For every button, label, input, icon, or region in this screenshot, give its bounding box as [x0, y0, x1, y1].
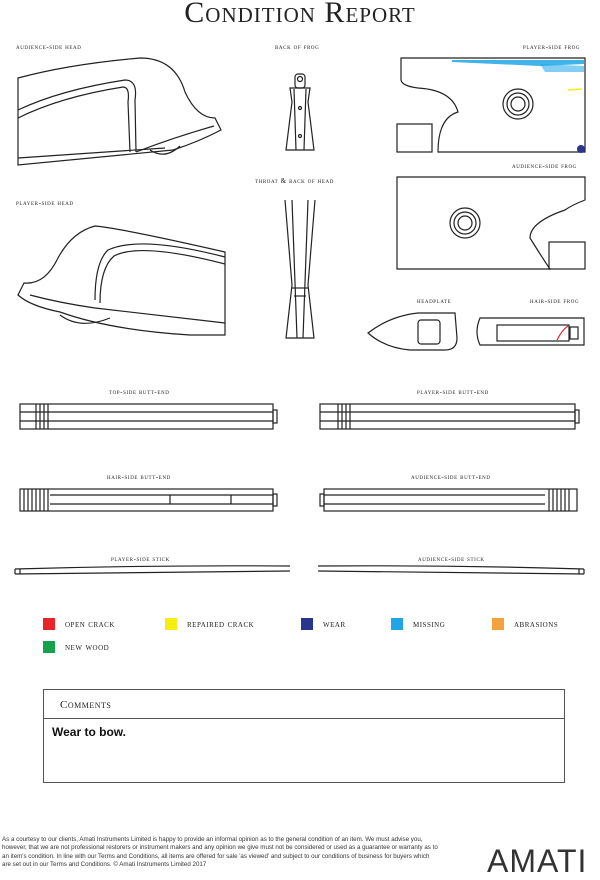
label-audience-side-frog: audience-side frog: [512, 162, 577, 170]
label-player-side-head: player-side head: [16, 199, 74, 207]
comments-header: [44, 690, 564, 719]
diagram-hair-side-butt-end: [20, 489, 277, 511]
label-player-side-frog: player-side frog: [523, 43, 581, 51]
missing-marking: [452, 60, 584, 66]
legend-label: abrasions: [514, 618, 559, 630]
diagram-player-side-stick: [15, 566, 290, 574]
comments-box: [43, 689, 565, 783]
diagram-audience-side-butt-end: [320, 489, 577, 511]
legend-swatch: [391, 618, 403, 630]
label-back-of-frog: back of frog: [275, 43, 320, 51]
diagram-throat-back-head: [285, 200, 315, 338]
diagram-player-side-butt-end: [320, 404, 579, 429]
legend-item-abrasions: [492, 618, 558, 630]
legend-label: new wood: [65, 641, 110, 653]
diagram-audience-side-stick: [318, 566, 584, 574]
label-audience-side-stick: audience-side stick: [418, 555, 485, 563]
diagram-audience-side-frog: [397, 177, 585, 269]
label-player-side-stick: player-side stick: [111, 555, 170, 563]
label-hair-side-frog: hair-side frog: [530, 297, 580, 305]
repaired-crack-marking: [568, 89, 582, 90]
legend-label: wear: [323, 618, 346, 630]
label-throat-back-head: throat & back of head: [255, 177, 334, 185]
diagram-back-of-frog: [286, 74, 314, 150]
page-title: Condition Report: [184, 0, 416, 29]
legend-label: open crack: [65, 618, 115, 630]
legend-swatch: [165, 618, 177, 630]
wear-marking: [577, 145, 585, 153]
legend-swatch: [492, 618, 504, 630]
label-top-side-butt-end: top-side butt-end: [109, 388, 170, 396]
diagram-hair-side-frog: [477, 318, 584, 345]
label-audience-side-head: audience-side head: [16, 43, 82, 51]
legend-item-repaired-crack: [165, 618, 254, 630]
legend-item-missing: [391, 618, 445, 630]
legend-swatch: [301, 618, 313, 630]
comments-heading: Comments: [60, 699, 112, 711]
condition-markings: [452, 60, 585, 340]
open-crack-marking: [557, 326, 568, 340]
diagram-headplate: [368, 313, 457, 350]
diagram-player-side-head: [18, 226, 225, 335]
diagram-top-side-butt-end: [20, 404, 277, 429]
legend-swatch: [43, 641, 55, 653]
legend-item-new-wood: [43, 641, 109, 653]
diagram-player-side-frog: [397, 58, 585, 152]
legend-label: missing: [413, 618, 446, 630]
amati-logo: AMATI: [487, 843, 588, 879]
disclaimer-text: As a courtesy to our clients, Amati Instruments Limited is happy to provide an informal opinion as to the general condition of an item. We must advise you, however, that we are not professional restorers or instrument makers and any opinion we give must not be considered or used as a guarantee or warranty as to an item's condition. In line with our Terms and Conditions, all items are offered for sale 'as viewed' and subject to our conditions of business for buyers which are set out in our Terms and Conditions. © Amati Instruments Limited 2017: [2, 836, 438, 868]
diagram-audience-side-head: [18, 58, 221, 165]
legend-label: repaired crack: [187, 618, 255, 630]
label-hair-side-butt-end: hair-side butt-end: [107, 473, 171, 481]
label-headplate: headplate: [417, 297, 452, 305]
comments-text: Wear to bow.: [52, 725, 127, 739]
label-player-side-butt-end: player-side butt-end: [417, 388, 489, 396]
legend-item-open-crack: [43, 618, 115, 630]
label-audience-side-butt-end: audience-side butt-end: [411, 473, 491, 481]
legend-item-wear: [301, 618, 346, 630]
legend-swatch: [43, 618, 55, 630]
